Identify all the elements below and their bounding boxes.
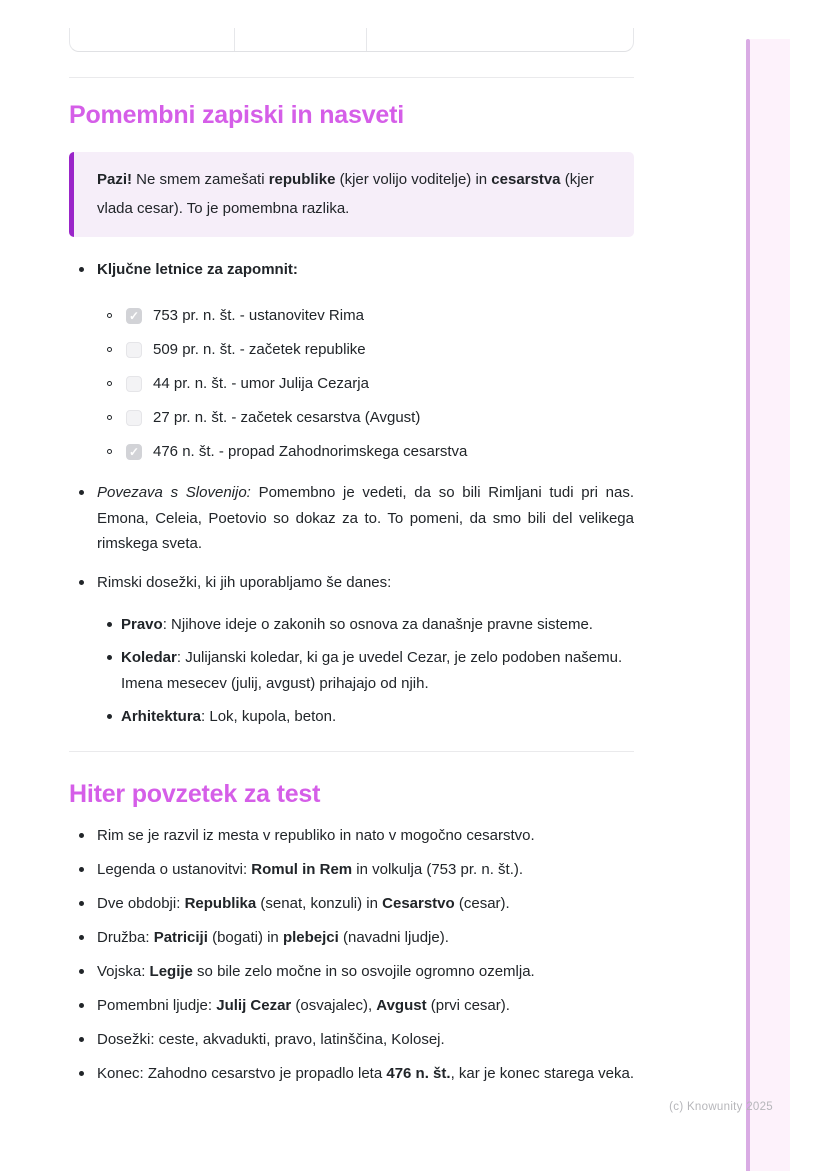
bold-text: Koledar <box>121 649 177 666</box>
bold-text: Patriciji <box>153 928 208 946</box>
bullet-marker <box>107 714 112 719</box>
checklist-item <box>97 340 634 360</box>
callout-text <box>97 165 610 223</box>
checklist-item-label: 753 pr. n. št. - ustanovitev Rima <box>153 307 364 324</box>
circle-bullet-marker <box>107 415 112 420</box>
summary-item <box>69 857 634 883</box>
text: Pomembni ljudje: <box>97 996 217 1014</box>
notes-section-title: Pomembni zapiski in nasveti <box>69 101 404 129</box>
warning-callout <box>69 152 634 237</box>
text: (kjer vlada cesar). To je pomembna razlika. <box>97 171 594 217</box>
bold-text: Republika <box>184 894 257 912</box>
copyright-notice: (c) Knowunity 2025 <box>669 1101 773 1113</box>
checklist-item <box>97 408 634 428</box>
bold-text: Arhitektura <box>121 708 202 725</box>
checkbox-checked[interactable] <box>126 308 142 324</box>
achievement-item <box>97 645 634 696</box>
summary-item <box>69 925 634 951</box>
right-stripe-line <box>746 39 750 1171</box>
summary-text <box>97 1061 634 1087</box>
key-dates-item <box>69 257 634 462</box>
text: Konec: Zahodno cesarstvo je propadlo leta <box>97 1064 387 1082</box>
checklist-item <box>97 306 634 326</box>
checklist-item-label: 509 pr. n. št. - začetek republike <box>153 341 366 358</box>
achievement-item <box>97 704 634 730</box>
summary-text <box>97 959 634 985</box>
circle-bullet-marker <box>107 449 112 454</box>
text: : Julijanski koledar, ki ga je uvedel Cezar, je zelo podoben našemu. Imena mesecev (julij, avgust) prihajajo od njih. <box>121 649 623 692</box>
achievements-label: Rimski dosežki, ki jih uporabljamo še danes: <box>97 573 392 591</box>
text: (cesar). <box>454 894 510 912</box>
summary-item <box>69 993 634 1019</box>
summary-section-title: Hiter povzetek za test <box>69 779 321 808</box>
bullet-marker <box>107 655 112 660</box>
notes-list <box>69 257 634 730</box>
table-column-divider <box>234 28 235 51</box>
text: Dve obdobji: <box>97 894 185 912</box>
text: (prvi cesar). <box>426 996 510 1014</box>
summary-text <box>97 823 634 849</box>
summary-item <box>69 891 634 917</box>
achievement-item <box>97 612 634 638</box>
bold-text: Romul in Rem <box>251 860 353 878</box>
summary-item <box>69 1027 634 1053</box>
slovenia-note-item <box>69 480 634 557</box>
text: (kjer volijo voditelje) in <box>335 171 492 188</box>
circle-bullet-marker <box>107 313 112 318</box>
table-remnant <box>69 28 634 52</box>
key-dates-label: Ključne letnice za zapomnit: <box>97 261 298 278</box>
slovenia-note-text <box>97 480 634 557</box>
text: Pomembno je vedeti, da so bili Rimljani tudi pri nas. Emona, Celeia, Poetovio so dokaz za to. To pomeni, da smo bili del velikega rimskega sveta. <box>97 484 635 552</box>
checkbox-unchecked[interactable] <box>126 376 142 392</box>
text: (senat, konzuli) in <box>256 894 383 912</box>
text: so bile zelo močne in so osvojile ogromno ozemlja. <box>192 962 535 980</box>
text: , kar je konec starega veka. <box>450 1064 634 1082</box>
bullet-marker <box>79 901 84 906</box>
bullet-marker <box>79 580 84 585</box>
bullet-marker <box>79 267 84 272</box>
bold-text: Pravo <box>121 615 163 633</box>
text: in volkulja (753 pr. n. št.). <box>352 860 524 878</box>
text: : Njihove ideje o zakonih so osnova za današnje pravne sisteme. <box>162 615 593 633</box>
bold-text: plebejci <box>282 928 339 946</box>
bold-text: Avgust <box>376 996 427 1014</box>
checklist-item-label: 476 n. št. - propad Zahodnorimskega cesarstva <box>153 443 468 460</box>
text: (osvajalec), <box>291 996 377 1014</box>
achievements-item <box>69 570 634 730</box>
summary-text <box>97 1027 634 1053</box>
bullet-marker <box>79 490 84 495</box>
bold-text: Pazi! <box>97 171 133 188</box>
summary-text <box>97 857 634 883</box>
text: (navadni ljudje). <box>338 928 449 946</box>
summary-text <box>97 993 634 1019</box>
bold-text: Legije <box>149 962 193 980</box>
bold-text: Julij Cezar <box>216 996 292 1014</box>
achievement-text <box>121 612 634 638</box>
summary-text <box>97 891 634 917</box>
right-stripe <box>750 39 790 1171</box>
bullet-marker <box>107 622 112 627</box>
checkmark-icon: ✓ <box>128 309 140 323</box>
summary-list <box>69 823 634 1087</box>
section-divider <box>69 77 634 78</box>
achievements-list <box>97 612 634 730</box>
text: Legenda o ustanovitvi: <box>97 860 252 878</box>
key-dates-checklist <box>97 306 634 462</box>
checklist-item-label: 44 pr. n. št. - umor Julija Cezarja <box>153 375 369 392</box>
bold-text: republike <box>268 171 336 188</box>
text: Dosežki: ceste, akvadukti, pravo, latinščina, Kolosej. <box>97 1030 445 1048</box>
summary-item <box>69 959 634 985</box>
checkbox-unchecked[interactable] <box>126 410 142 426</box>
checklist-item <box>97 374 634 394</box>
text: Vojska: <box>97 962 150 980</box>
text: Ne smem zamešati <box>132 171 269 188</box>
summary-item <box>69 823 634 849</box>
section-divider <box>69 751 634 752</box>
content-column <box>69 0 634 1095</box>
checklist-item <box>97 442 634 462</box>
achievement-text <box>121 704 634 730</box>
bullet-marker <box>79 867 84 872</box>
bullet-marker <box>79 935 84 940</box>
checklist-item-label: 27 pr. n. št. - začetek cesarstva (Avgust) <box>153 409 421 426</box>
bullet-marker <box>79 1071 84 1076</box>
achievement-text <box>121 645 634 696</box>
text: Družba: <box>97 928 154 946</box>
text: : Lok, kupola, beton. <box>201 708 337 725</box>
italic-text: Povezava s Slovenijo: <box>97 484 251 501</box>
bullet-marker <box>79 1037 84 1042</box>
checkbox-unchecked[interactable] <box>126 342 142 358</box>
circle-bullet-marker <box>107 381 112 386</box>
summary-item <box>69 1061 634 1087</box>
circle-bullet-marker <box>107 347 112 352</box>
summary-text <box>97 925 634 951</box>
text: (bogati) in <box>207 928 283 946</box>
checkbox-checked[interactable] <box>126 444 142 460</box>
bullet-marker <box>79 969 84 974</box>
checkmark-icon: ✓ <box>128 445 140 459</box>
bold-text: 476 n. št. <box>386 1064 451 1082</box>
bold-text: Cesarstvo <box>382 894 455 912</box>
bold-text: cesarstva <box>491 171 561 188</box>
bullet-marker <box>79 1003 84 1008</box>
table-column-divider <box>366 28 367 51</box>
bullet-marker <box>79 833 84 838</box>
text: Rim se je razvil iz mesta v republiko in nato v mogočno cesarstvo. <box>97 826 535 844</box>
